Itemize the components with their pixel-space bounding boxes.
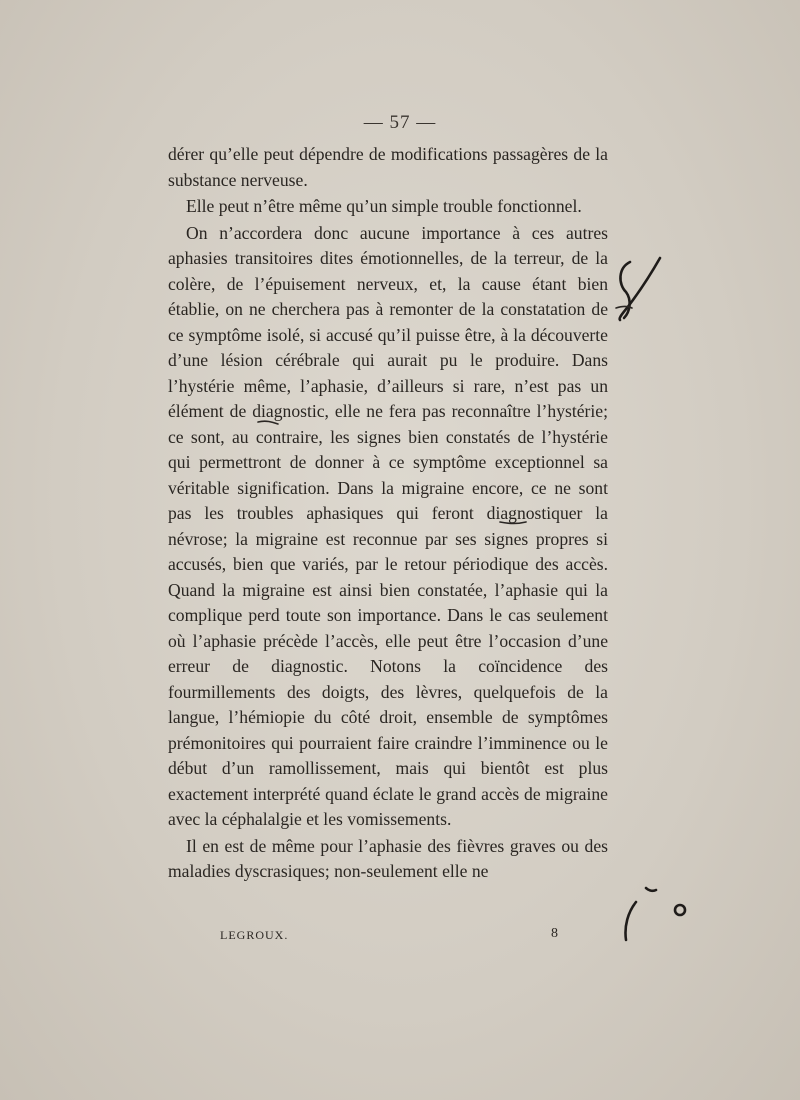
body-text [168,142,608,885]
printer-signature-mark: LEGROUX. [220,928,289,942]
margin-annotation-mark [616,258,660,320]
gathering-number: 8 [551,926,559,941]
paragraph: Il en est de même pour l’aphasie des fièvres graves ou des maladies dyscrasiques; non-seulement elle ne [168,835,608,881]
page-number: — 57 — [363,112,437,133]
paragraph: Elle peut n’être même qu’un simple trouble fonctionnel. [186,196,582,216]
paragraph: On n’accordera donc aucune importance à ces autres aphasies transitoires dites émotionnelles, de la terreur, de la colère, de l’épuisement nerveux, et, la cause étant bien établie, on ne cherchera pas à remonter de la constatation de ce symptôme isolé, si accusé qu’il puisse être, à la découverte d’une lésion cérébrale qui aurait pu le produire. Dans l’hystérie même, l’aphasie, d’ailleurs si rare, n’est pas un élément de diagnostic, elle ne fera pas reconnaître l’hystérie; ce sont, au contraire, les signes bien constatés de l’hystérie qui permettront de donner à ce symptôme exceptionnel sa véritable signification. Dans la migraine encore, ce ne sont pas les troubles aphasiques qui feront diagnostiquer la névrose; la migraine est reconnue par ses signes propres si accusés, bien que variés, par le retour périodique des accès. Quand la migraine est ainsi bien constatée, l’aphasie qui la complique perd toute son importance. Dans le cas seulement où l’aphasie précède l’accès, elle peut être l’occasion d’une erreur de diagnostic. Notons la coïncidence des fourmillements des doigts, des lèvres, quelquefois de la langue, l’hémiopie du côté droit, ensemble de symptômes prémonitoires qui pourraient faire craindre l’imminence ou le début d’un ramollissement, mais qui bientôt est plus exactement interprété quand éclate le grand accès de migraine avec la céphalalgie et les vomissements. [168,222,608,829]
paragraph-continuation: dérer qu’elle peut dépendre de modifications passagères de la substance nerveuse. [168,144,608,190]
margin-annotation-mark [625,888,685,940]
